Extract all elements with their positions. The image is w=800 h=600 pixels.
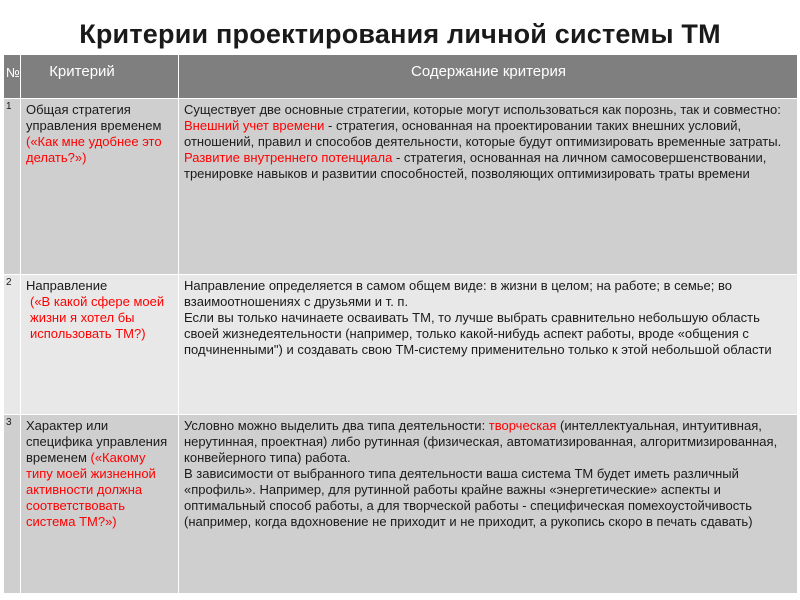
criterion-question: («Как мне удобнее это делать?») [26,134,162,165]
table-header-row [4,55,798,99]
criterion-name: Общая стратегия управления временем [26,102,162,133]
strategy-external [184,118,793,150]
header-number: № [4,55,21,99]
content-rest: (интеллектуальная, интуитивная, нерутинная, проектная) либо рутинная (физическая, автоматизированная, алгоритмизированная, конвейерного типа) работа. [184,418,778,465]
content-lead: Условно можно выделить два типа деятельности: [184,418,489,433]
table-row [4,99,798,275]
criterion-cell [21,415,179,594]
criteria-table [3,54,798,594]
content-cell [179,99,798,275]
criterion-name: Характер или специфика управления временем [26,418,168,465]
content-paragraph: Если вы только начинаете осваивать ТМ, то лучше выбрать сравнительно небольшую область своей жизнедеятельности (например, только какой-нибудь аспект работы, вроде «общения с подчиненными") и создавать свою ТМ-систему применительно только к этой небольшой области [184,310,772,357]
row-number: 3 [4,415,21,594]
content-cell [179,415,798,594]
content-paragraph: В зависимости от выбранного типа деятельности ваша система ТМ будет иметь различный «профиль». Например, для рутинной работы крайне важны «энергетические» аспекты и оптимальный способ работы, а для творческой работы - специфическая помехоустойчивость (например, когда вдохновение не приходит и не приходит, а рукопись скоро в печать сдавать) [184,466,753,529]
criterion-question: («В какой сфере моей жизни я хотел бы использовать ТМ?) [30,294,165,341]
criterion-name: Направление [26,278,108,293]
content-paragraph: Направление определяется в самом общем виде: в жизни в целом; на работе; в семье; во взаимоотношениях с друзьями и т. п. [184,278,732,309]
strategy-internal [184,150,793,182]
strategy-internal-name: Развитие внутреннего потенциала [184,150,393,165]
table-row [4,415,798,594]
criterion-cell [21,99,179,275]
table-row [4,275,798,415]
header-criterion: Критерий [21,55,179,99]
strategy-internal-text: - стратегия, основанная на личном самосовершенствовании, тренировке навыков и развитии способностей, позволяющих оптимизировать траты времени [184,150,767,181]
strategy-external-text: - стратегия, основанная на проектировании таких внешних условий, отношений, правил и способов деятельности, которые будут оптимизировать временные затраты. [184,118,782,149]
strategy-external-name: Внешний учет времени [184,118,325,133]
header-content: Содержание критерия [179,55,798,99]
content-cell [179,275,798,415]
criterion-question: («Какому типу моей жизненной активности должна соответствовать система ТМ?») [26,450,156,529]
row-number: 1 [4,99,21,275]
page-title: Критерии проектирования личной системы ТМ [79,19,721,49]
criterion-cell [21,275,179,415]
row-number: 2 [4,275,21,415]
content-highlight: творческая [488,418,557,433]
content-intro: Существует две основные стратегии, которые могут использоваться как порознь, так и совместно: [184,102,781,117]
content-paragraph [184,418,793,466]
